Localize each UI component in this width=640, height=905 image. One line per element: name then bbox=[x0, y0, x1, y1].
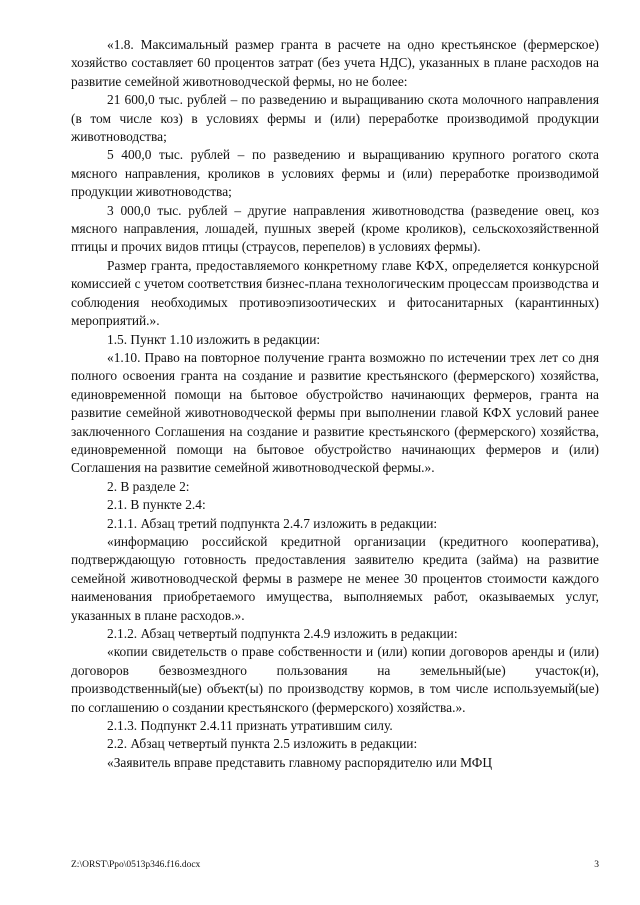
paragraph-land-copies: «копии свидетельств о праве собственности и (или) копии договоров аренды и (или) договоров безвозмездного пользования на земельный(ые) участок(и), производственный(ые) объект(ы) по производству кормов, в том числе используемый(ые) по соглашению о создании крестьянского (фермерского) хозяйства.». bbox=[71, 644, 599, 715]
footer-page-number: 3 bbox=[594, 860, 599, 870]
paragraph-2-2: 2.2. Абзац четвертый пункта 2.5 изложить в редакции: bbox=[107, 736, 418, 752]
paragraph-1-10: «1.10. Право на повторное получение гранта возможно по истечении трех лет со дня полного освоения гранта на создание и развитие крестьянского (фермерского) хозяйства, единовременной помощи на бытовое обустройство начинающих фермеров, гранта на развитие семейной животноводческой фермы при выполнении главой КФХ условий ранее заключенного Соглашения на создание и развитие крестьянского (фермерского) хозяйства, единовременной помощи на бытовое обустройство начинающих фермеров и (или) Соглашения на развитие семейной животноводческой фермы.». bbox=[71, 349, 599, 476]
paragraph-dairy-limit: 21 600,0 тыс. рублей – по разведению и выращиванию скота молочного направления (в том числе коз) в условиях фермы и (или) переработке производимой продукции животноводства; bbox=[71, 92, 599, 145]
paragraph-applicant: «Заявитель вправе представить главному распорядителю или МФЦ bbox=[107, 754, 493, 770]
paragraph-other-limit: 3 000,0 тыс. рублей – другие направления животноводства (разведение овец, коз мясного направления, лошадей, пушных зверей (кроме кроликов), сельскохозяйственной птицы и прочих видов птицы (страусов, перепелов) в условиях фермы). bbox=[71, 202, 599, 255]
paragraph-2-1-2: 2.1.2. Абзац четвертый подпункта 2.4.9 изложить в редакции: bbox=[107, 626, 458, 641]
paragraph-2-1-3: 2.1.3. Подпункт 2.4.11 признать утратившим силу. bbox=[107, 718, 393, 734]
document-body bbox=[71, 36, 599, 772]
paragraph-2-1-1: 2.1.1. Абзац третий подпункта 2.4.7 изложить в редакции: bbox=[107, 515, 438, 531]
paragraph-grant-size: Размер гранта, предоставляемого конкретному главе КФХ, определяется конкурсной комиссией с учетом соответствия бизнес-плана технологическим процессам производства и соблюдения необходимых противоэпизоотических и фитосанитарных (карантинных) мероприятий.». bbox=[71, 257, 599, 329]
paragraph-beef-limit: 5 400,0 тыс. рублей – по разведению и выращиванию крупного рогатого скота мясного направления, кроликов в условиях фермы и (или) переработке производимой продукции животноводства; bbox=[71, 147, 599, 200]
footer-file-path: Z:\ORST\Ppo\0513p346.f16.docx bbox=[71, 860, 201, 870]
paragraph-credit-info: «информацию российской кредитной организации (кредитного кооператива), подтверждающую готовность предоставления заявителю кредита (займа) на развитие семейной животноводческой фермы в размере не менее 30 процентов стоимости каждого наименования приобретаемого имущества, выполняемых работ, оказываемых услуг, указанных в плане расходов.». bbox=[71, 533, 599, 623]
paragraph-section-2: 2. В разделе 2: bbox=[107, 478, 190, 494]
paragraph-2-1: 2.1. В пункте 2.4: bbox=[107, 497, 206, 513]
page-footer bbox=[71, 859, 599, 871]
paragraph-1-8: «1.8. Максимальный размер гранта в расчете на одно крестьянское (фермерское) хозяйство составляет 60 процентов затрат (без учета НДС), указанных в плане расходов на развитие семейной животноводческой фермы, но не более: bbox=[71, 37, 599, 89]
paragraph-1-5: 1.5. Пункт 1.10 изложить в редакции: bbox=[107, 331, 321, 347]
